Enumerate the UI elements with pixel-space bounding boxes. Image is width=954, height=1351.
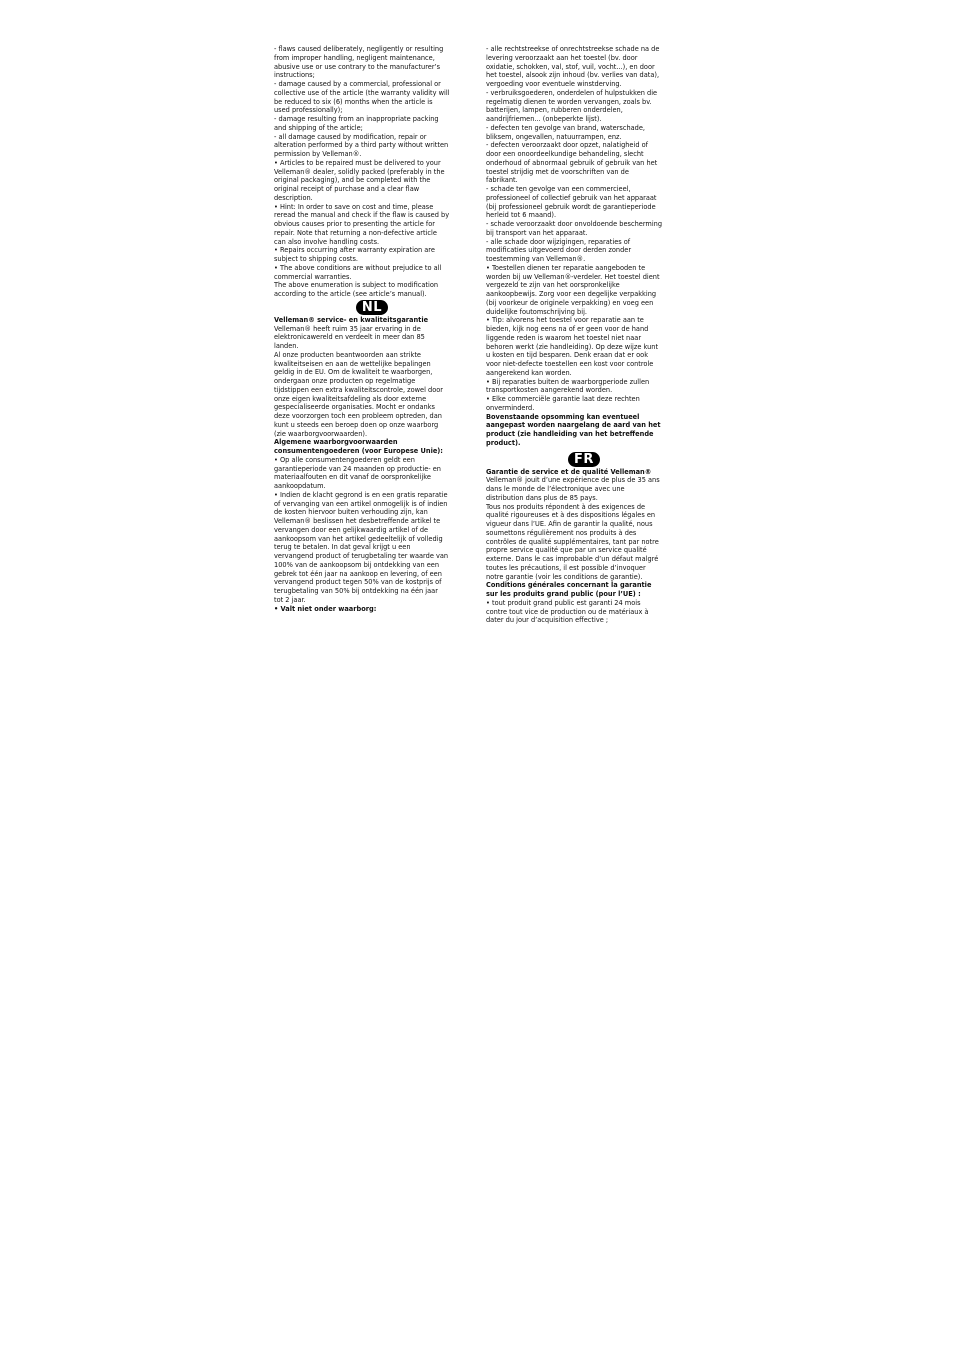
nl-badge-label: NL <box>356 300 388 315</box>
warranty-item-nl-5: - defecten ten gevolge van brand, waterschade, bliksem, ongevallen, natuurrampen, enz. <box>486 123 646 141</box>
nl-section-title: Velleman® service- en kwaliteitsgarantie <box>274 315 429 324</box>
warranty-item-en-8: • The above conditions are without prejudice to all commercial warranties. <box>274 263 442 281</box>
warranty-item-en-1: - flaws caused deliberately, negligently or resulting from improper handling, negligent maintenance, abusive use or use contrary to the manufacturer’s instructions; <box>274 45 444 80</box>
warranty-item-en-4: - all damage caused by modification, repair or alteration performed by a third party without written permission by Velleman®. <box>274 132 449 158</box>
warranty-item-nl-10: • Toestellen dienen ter reparatie aangeboden te worden bij uw Velleman®-verdeler. Het toestel dient vergezeld te zijn van het oorspronkelijke aankoopbewijs. Zorg voor een degelijke verpakking (bij voorkeur de originele verpakking) en voeg een duidelijke foutomschrijving bij. <box>486 263 660 316</box>
warranty-item-nl-4: - verbruiksgoederen, onderdelen of hulpstukken die regelmatig dienen te worden vervangen, zoals bv. batterijen, lampen, rubberen onderdelen, aandrijfriemen... (onbeperkte lijst). <box>486 88 658 123</box>
fr-language-badge <box>486 452 682 467</box>
warranty-item-nl-13: • Elke commerciële garantie laat deze rechten onverminderd. <box>486 395 640 412</box>
warranty-item-nl-1: • Op alle consumentengoederen geldt een garantieperiode van 24 maanden op productie- en materiaalfouten en dit vanaf de oorspronkelijke aankoopdatum. <box>274 455 441 490</box>
warranty-item-en-6: • Hint: In order to save on cost and time, please reread the manual and check if the flaw is caused by obvious causes prior to presenting the article for repair. Note that returning a non-defective article can also involve handling costs. <box>274 202 450 246</box>
warranty-item-nl-7: - schade ten gevolge van een commercieel, professioneel of collectief gebruik van het apparaat (bij professioneel gebruik wordt de garantieperiode herleid tot 6 maand). <box>486 185 657 220</box>
warranty-item-nl-6: - defecten veroorzaakt door opzet, nalatigheid of door een onoordeelkundige behandeling, slecht onderhoud of abnormaal gebruik of gebruik van het toestel strijdig met de voorschriften van de fabrikant. <box>486 141 658 185</box>
nl-note: Bovenstaande opsomming kan eventueel aangepast worden naargelang de aard van het product (zie handleiding van het betreffende product). <box>486 412 661 447</box>
left-column <box>274 45 470 613</box>
warranty-item-fr-1: • tout produit grand public est garanti 24 mois contre tout vice de production ou de matériaux à dater du jour d’acquisition effective ; <box>486 598 649 625</box>
nl-not-covered-heading: • Valt niet onder waarborg: <box>274 604 377 613</box>
right-column <box>486 45 682 625</box>
warranty-item-en-9: The above enumeration is subject to modification according to the article (see article’s manual). <box>274 281 439 298</box>
fr-quality-text: Tous nos produits répondent à des exigences de qualité rigoureuses et à des dispositions légales en vigueur dans l’UE. Afin de garantir la qualité, nous soumettons régulièrement nos produits à des contrôles de qualité supplémentaires, tant par notre propre service qualité que par un service qualité externe. Dans le cas improbable d’un défaut malgré toutes les précautions, il est possible d’invoquer notre garantie (voir les conditions de garantie). <box>486 502 659 581</box>
warranty-item-nl-8: - schade veroorzaakt door onvoldoende bescherming bij transport van het apparaat. <box>486 220 663 237</box>
warranty-item-en-3: - damage resulting from an inappropriate packing and shipping of the article; <box>274 115 439 132</box>
fr-intro-text: Velleman® jouit d’une expérience de plus de 35 ans dans le monde de l’électronique avec une distribution dans plus de 85 pays. <box>486 476 660 502</box>
warranty-item-nl-9: - alle schade door wijzigingen, reparaties of modificaties uitgevoerd door derden zonder toestemming van Velleman®. <box>486 237 632 263</box>
warranty-item-nl-11: • Tip: alvorens het toestel voor reparatie aan te bieden, kijk nog eens na of er geen voor de hand liggende reden is waarom het toestel niet naar behoren werkt (zie handleiding). Op deze wijze kunt u kosten en tijd besparen. Denk eraan dat er ook voor niet-defecte toestellen een kost voor controle aangerekend kan worden. <box>486 316 659 377</box>
warranty-item-nl-2: • Indien de klacht gegrond is en een gratis reparatie of vervanging van een artikel onmogelijk is of indien de kosten hiervoor buiten verhouding zijn, kan Velleman® beslissen het desbetreffende artikel te vervangen door een gelijkwaardig artikel of de aankoopsom van het artikel gedeeltelijk of volledig terug te betalen. In dat geval krijgt u een vervangend product of terugbetaling ter waarde van 100% van de aankoopsom bij ontdekking van een gebrek tot één jaar na aankoop en levering, of een vervangend product tegen 50% van de kostprijs of terugbetaling van 50% bij ontdekking na één jaar tot 2 jaar. <box>274 490 449 604</box>
warranty-item-nl-3: - alle rechtstreekse of onrechtstreekse schade na de levering veroorzaakt aan het toestel (bv. door oxidatie, schokken, val, stof, vuil, vocht...), en door het toestel, alsook zijn inhoud (bv. verlies van data), vergoeding voor eventuele winstderving. <box>486 45 660 88</box>
fr-section-title: Garantie de service et de qualité Velleman® <box>486 467 652 476</box>
warranty-item-en-7: • Repairs occurring after warranty expiration are subject to shipping costs. <box>274 246 435 263</box>
nl-conditions-title: Algemene waarborgvoorwaarden consumentengoederen (voor Europese Unie): <box>274 438 443 455</box>
warranty-item-nl-12: • Bij reparaties buiten de waarborgperiode zullen transportkosten aangerekend worden. <box>486 377 650 395</box>
fr-badge-label: FR <box>568 452 600 467</box>
warranty-item-en-2: - damage caused by a commercial, professional or collective use of the article (the warranty validity will be reduced to six (6) months when the article is used professionally); <box>274 80 450 115</box>
nl-language-badge <box>274 300 470 315</box>
nl-intro-text: Velleman® heeft ruim 35 jaar ervaring in de elektronicawereld en verdeelt in meer dan 85 landen. <box>274 324 425 350</box>
fr-conditions-title: Conditions générales concernant la garantie sur les produits grand public (pour l’UE) : <box>486 581 652 598</box>
nl-quality-text: Al onze producten beantwoorden aan strikte kwaliteitseisen en aan de wettelijke bepalingen geldig in de EU. Om de kwaliteit te waarborgen, ondergaan onze producten op regelmatige tijdstippen een extra kwaliteitscontrole, zowel door onze eigen kwaliteitsafdeling als door externe gespecialiseerde organisaties. Mocht er ondanks deze voorzorgen toch een probleem optreden, dan kunt u steeds een beroep doen op onze waarborg (zie waarborgvoorwaarden). <box>274 350 444 438</box>
warranty-item-en-5: • Articles to be repaired must be delivered to your Velleman® dealer, solidly packed (preferably in the original packaging), and be completed with the original receipt of purchase and a clear flaw description. <box>274 158 445 202</box>
